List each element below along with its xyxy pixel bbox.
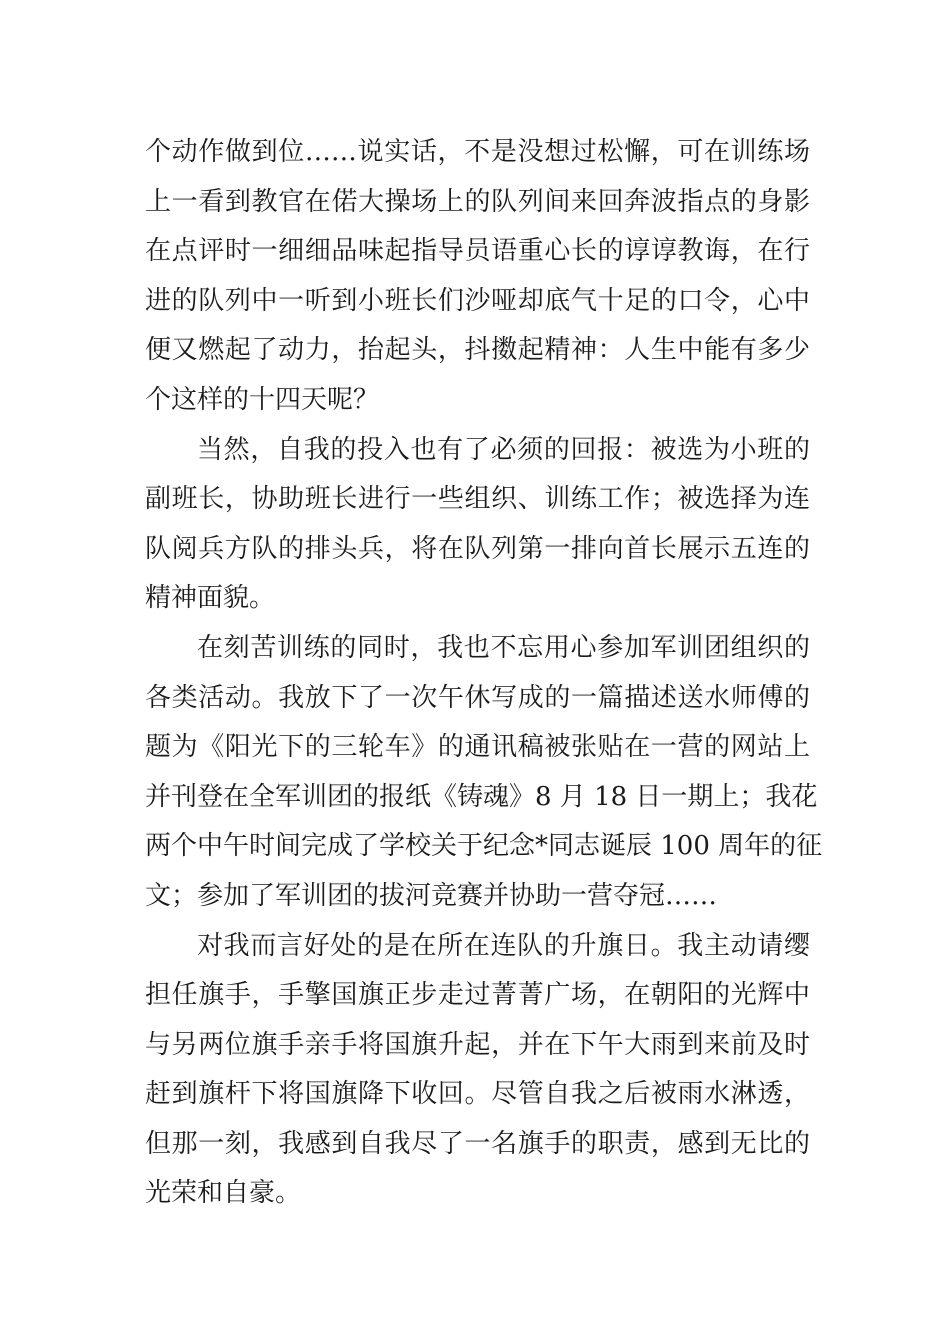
text-line: 并刊登在全军训团的报纸《铸魂》8 月 18 日一期上；我花 — [145, 781, 818, 812]
text-line: 个动作做到位……说实话，不是没想过松懈，可在训练场 — [145, 137, 810, 167]
text-line: 担任旗手，手擎国旗正步走过菁菁广场，在朝阳的光辉中 — [145, 980, 810, 1011]
text-line: 赶到旗杆下将国旗降下收回。尽管自我之后被雨水淋透， — [145, 1079, 810, 1110]
text-line: 便又燃起了动力，抬起头，抖擞起精神：人生中能有多少 — [145, 335, 810, 366]
text-line: 上一看到教官在偌大操场上的队列间来回奔波指点的身影 — [145, 186, 810, 217]
text-line: 各类活动。我放下了一次午休写成的一篇描述送水师傅的 — [145, 682, 810, 713]
text-line: 精神面貌。 — [145, 583, 276, 614]
text-line: 队阅兵方队的排头兵，将在队列第一排向首长展示五连的 — [145, 533, 810, 564]
text-line: 与另两位旗手亲手将国旗升起，并在下午大雨到来前及时 — [145, 1029, 810, 1060]
text-line: 个这样的十四天呢？ — [145, 384, 380, 415]
text-line: 在点评时一细细品味起指导员语重心长的谆谆教诲，在行 — [145, 236, 810, 267]
text-line: 在刻苦训练的同时，我也不忘用心参加军训团组织的 — [197, 632, 810, 663]
text-line: 进的队列中一听到小班长们沙哑却底气十足的口令，心中 — [145, 285, 810, 316]
text-line: 两个中午时间完成了学校关于纪念*同志诞辰 100 周年的征 — [145, 831, 823, 862]
document-body — [145, 128, 823, 1219]
text-line: 文；参加了军训团的拔河竞赛并协助一营夺冠…… — [145, 880, 718, 911]
text-line: 题为《阳光下的三轮车》的通讯稿被张贴在一营的网站上 — [145, 732, 810, 763]
text-line: 但那一刻，我感到自我尽了一名旗手的职责，感到无比的 — [145, 1128, 810, 1159]
text-line: 光荣和自豪。 — [145, 1178, 302, 1209]
text-line: 当然，自我的投入也有了必须的回报：被选为小班的 — [197, 434, 810, 465]
text-line: 对我而言好处的是在所在连队的升旗日。我主动请缨 — [197, 930, 810, 961]
text-line: 副班长，协助班长进行一些组织、训练工作；被选择为连 — [145, 484, 810, 515]
